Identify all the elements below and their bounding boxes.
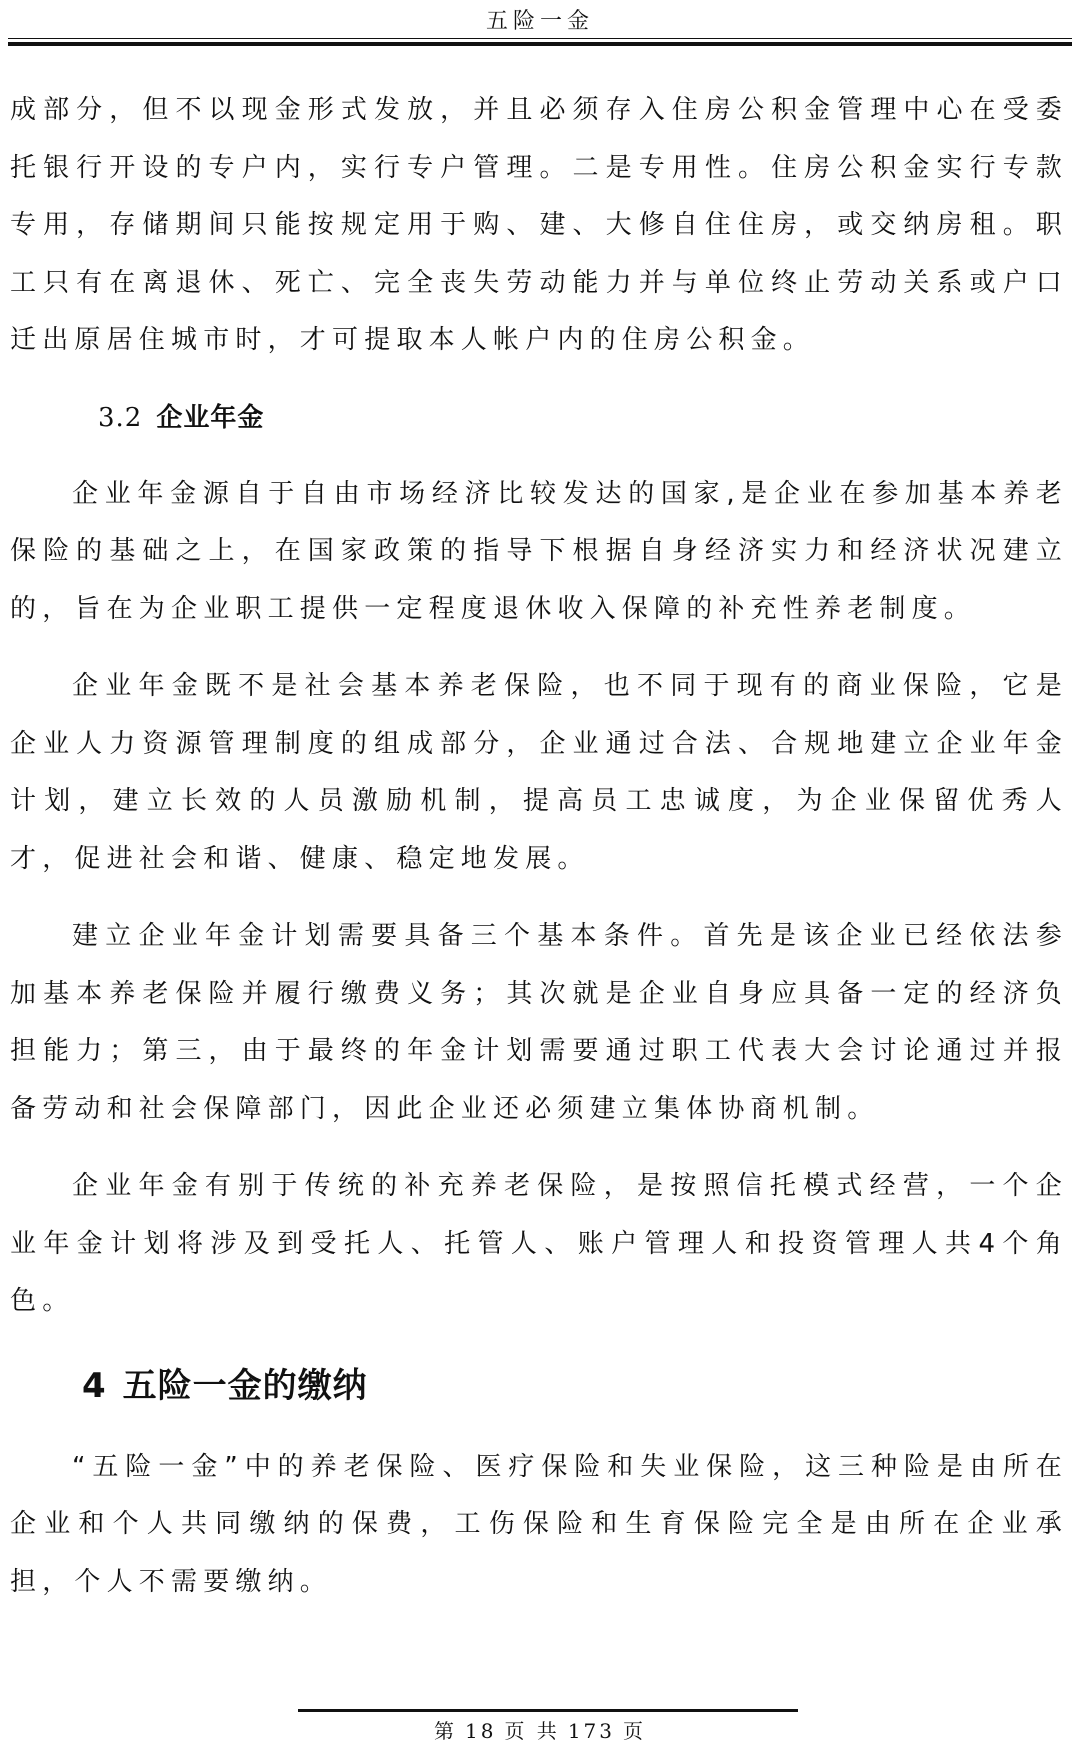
header-rule-thin [8, 38, 1072, 39]
paragraph-annuity-conditions: 建立企业年金计划需要具备三个基本条件。首先是该企业已经依法参加基本养老保险并履行缴费义务；其次就是企业自身应具备一定的经济负担能力；第三，由于最终的年金计划需要通过职工代表大会讨论通过并报备劳动和社会保障部门，因此企业还必须建立集体协商机制。 [10, 921, 1068, 1124]
footer-middle: 页 共 [504, 1719, 560, 1743]
current-page-number: 18 [465, 1719, 497, 1743]
paragraph-annuity-origin: 企业年金源自于自由市场经济比较发达的国家,是企业在参加基本养老保险的基础之上，在国家政策的指导下根据自身经济实力和经济状况建立的，旨在为企业职工提供一定程度退休收入保障的补充性养老制度。 [10, 478, 1068, 624]
footer-rule [298, 1709, 798, 1712]
section-heading-3-2 [10, 388, 1068, 448]
document-body [10, 82, 1068, 1611]
page-footer [0, 1715, 1080, 1744]
section-number: 3.2 [98, 402, 143, 433]
footer-prefix: 第 [434, 1719, 457, 1743]
header-rule-thick [8, 42, 1072, 46]
section-title: 五险一金的缴纳 [122, 1365, 368, 1406]
paragraph-annuity-nature: 企业年金既不是社会基本养老保险，也不同于现有的商业保险，它是企业人力资源管理制度的组成部分，企业通过合法、合规地建立企业年金计划，建立长效的人员激励机制，提高员工忠诚度，为企业保留优秀人才，促进社会和谐、健康、稳定地发展。 [10, 671, 1068, 874]
total-page-count: 173 [567, 1719, 615, 1743]
header-title: 五险一金 [485, 9, 594, 34]
section-title: 企业年金 [156, 402, 265, 433]
paragraph-housing-fund-continued: 成部分，但不以现金形式发放，并且必须存入住房公积金管理中心在受委托银行开设的专户内，实行专户管理。二是专用性。住房公积金实行专款专用，存储期间只能按规定用于购、建、大修自住住房，或交纳房租。职工只有在离退休、死亡、完全丧失劳动能力并与单位终止劳动关系或户口迁出原居住城市时，才可提取本人帐户内的住房公积金。 [10, 95, 1068, 355]
section-number: 4 [82, 1365, 107, 1406]
paragraph-annuity-roles: 企业年金有别于传统的补充养老保险，是按照信托模式经营，一个企业年金计划将涉及到受托人、托管人、账户管理人和投资管理人共4个角色。 [10, 1171, 1068, 1316]
paragraph-contributions: “五险一金”中的养老保险、医疗保险和失业保险，这三种险是由所在企业和个人共同缴纳的保费，工伤保险和生育保险完全是由所在企业承担，个人不需要缴纳。 [10, 1451, 1068, 1597]
section-heading-4 [10, 1351, 1068, 1421]
page-header [0, 0, 1080, 46]
footer-suffix: 页 [623, 1719, 646, 1743]
